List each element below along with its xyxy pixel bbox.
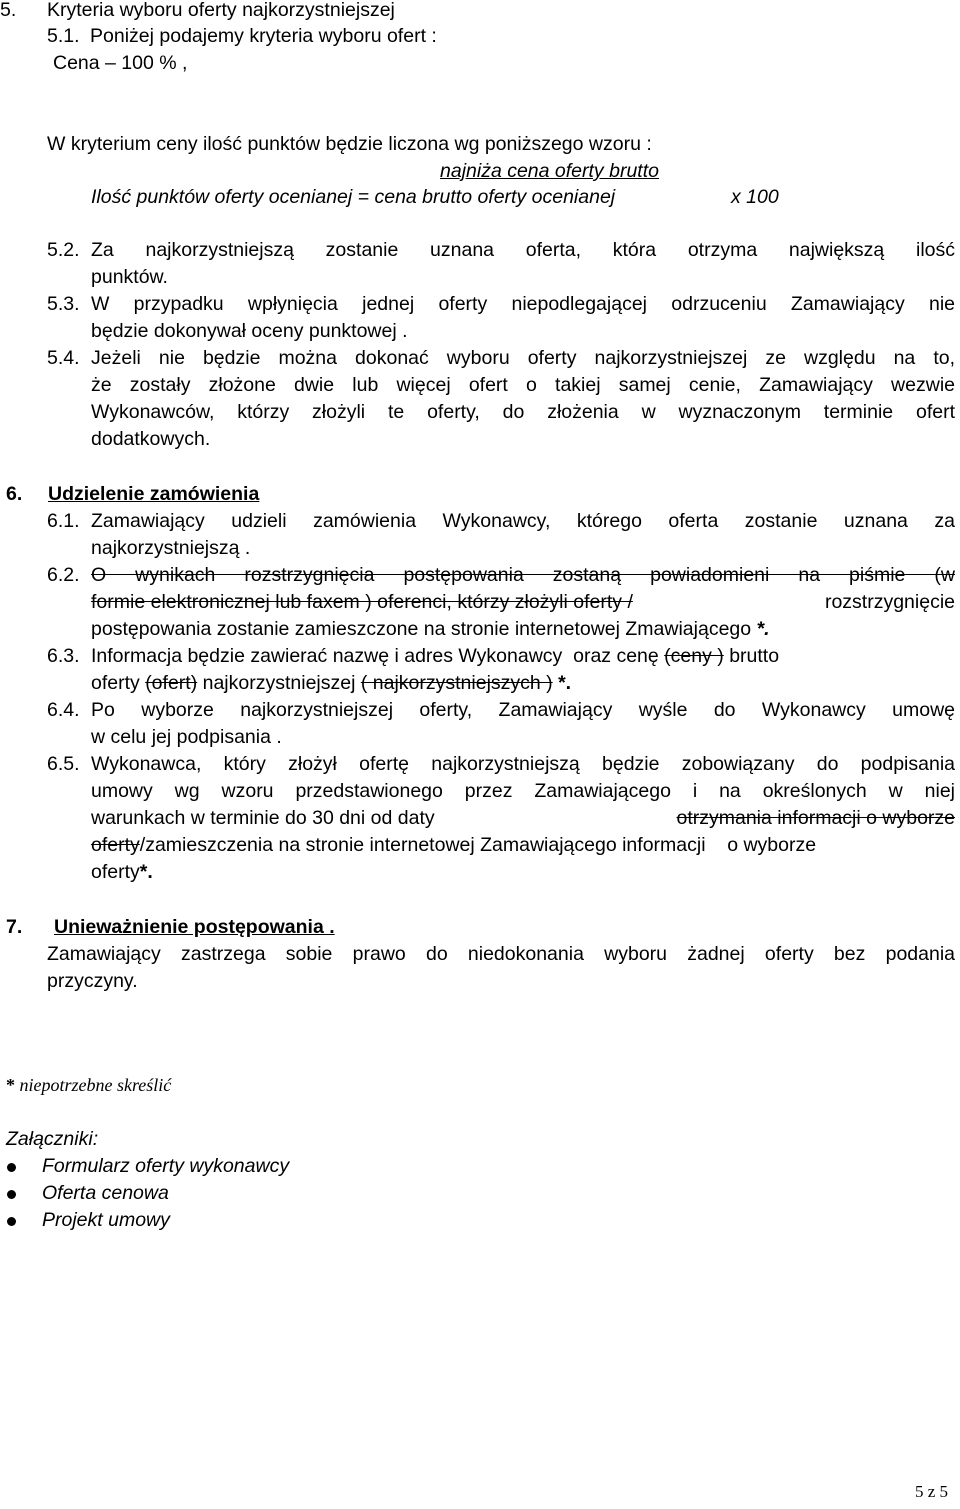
section-5-number: 5. xyxy=(0,0,17,21)
point-6-5-number: 6.5. xyxy=(47,753,80,775)
point-6-5-line: umowy wg wzoru przedstawionego przez Zamawiającego i na określonych w niej xyxy=(91,780,955,802)
point-6-3-text: najkorzystniejszej xyxy=(197,672,361,694)
point-5-4-line: że zostały złożone dwie lub więcej ofert o takiej samej cenie, Zamawiający wezwie xyxy=(91,374,955,396)
point-6-4-line: Po wyborze najkorzystniejszej oferty, Zamawiający wyśle do Wykonawcy umowę xyxy=(91,699,955,721)
section-7-text: przyczyny. xyxy=(47,970,138,992)
attachment-item: Projekt umowy xyxy=(42,1209,170,1231)
point-6-1-number: 6.1. xyxy=(47,510,80,532)
formula-lhs: Ilość punktów oferty ocenianej = xyxy=(91,186,375,208)
section-7-text: Zamawiający zastrzega sobie prawo do niedokonania wyboru żadnej oferty bez podania xyxy=(47,943,955,965)
point-6-2-struck-text: O wynikach rozstrzygnięcia postępowania zostaną powiadomieni na piśmie (w xyxy=(91,564,955,586)
point-6-1-line: Zamawiający udzieli zamówienia Wykonawcy, którego oferta zostanie uznana za xyxy=(91,510,955,532)
formula-denominator: cena brutto oferty ocenianej xyxy=(374,186,616,208)
price-criterion: Cena – 100 % , xyxy=(53,52,188,74)
point-6-3-line xyxy=(91,643,779,670)
footnote-star: * xyxy=(6,1075,15,1095)
point-6-5-line xyxy=(91,859,153,886)
point-6-2-line xyxy=(91,616,770,643)
point-6-3-text: Informacja będzie zawierać nazwę i adres Wykonawcy oraz cenę xyxy=(91,645,665,667)
point-6-5-line: Wykonawca, który złożył ofertę najkorzystniejszą będzie zobowiązany do podpisania xyxy=(91,753,955,775)
point-5-4-number: 5.4. xyxy=(47,347,80,369)
footnote-marker: *. xyxy=(756,618,770,640)
section-6-number: 6. xyxy=(6,483,23,505)
point-6-3-struck-text: (ceny ) xyxy=(664,645,724,667)
point-6-5-text: /zamieszczenia na stronie internetowej Zamawiającego informacji o wyborze xyxy=(139,834,817,856)
point-5-4-line: dodatkowych. xyxy=(91,428,211,450)
footnote-marker: *. xyxy=(552,672,572,694)
point-6-3-line xyxy=(91,670,571,697)
attachment-item: Formularz oferty wykonawcy xyxy=(42,1155,290,1177)
section-7-title: Unieważnienie postępowania . xyxy=(54,916,335,938)
point-5-2-line: Za najkorzystniejszą zostanie uznana oferta, która otrzyma największą ilość xyxy=(91,239,955,261)
point-6-5-struck-text: oferty xyxy=(91,834,140,856)
point-6-3-text: brutto xyxy=(723,645,780,667)
point-6-2-line xyxy=(91,589,955,616)
bullet-icon xyxy=(7,1190,16,1199)
bullet-icon xyxy=(7,1163,16,1172)
section-6-title: Udzielenie zamówienia xyxy=(48,483,260,505)
point-6-4-number: 6.4. xyxy=(47,699,80,721)
point-5-3-number: 5.3. xyxy=(47,293,80,315)
point-5-1-number: 5.1. xyxy=(47,25,80,47)
point-6-3-number: 6.3. xyxy=(47,645,80,667)
point-6-1-line: najkorzystniejszą . xyxy=(91,537,251,559)
attachments-heading: Załączniki: xyxy=(6,1128,99,1150)
point-6-5-line xyxy=(91,832,955,859)
attachment-item: Oferta cenowa xyxy=(42,1182,169,1204)
footnote-text: niepotrzebne skreślić xyxy=(15,1075,172,1095)
point-6-3-struck-text: ( najkorzystniejszych ) xyxy=(360,672,553,694)
page-number: 5 z 5 xyxy=(915,1482,949,1501)
footnote-marker: *. xyxy=(139,861,153,883)
point-5-3-line: W przypadku wpłynięcia jednej oferty niepodlegającej odrzuceniu Zamawiający nie xyxy=(91,293,955,315)
point-6-2-struck-text: formie elektronicznej lub faxem ) oferenci, którzy złożyli oferty / xyxy=(91,591,633,613)
point-6-3-struck-text: (ofert) xyxy=(145,672,198,694)
formula-numerator: najniża cena oferty brutto xyxy=(440,160,659,182)
point-6-5-line xyxy=(91,805,955,832)
point-5-2-number: 5.2. xyxy=(47,239,80,261)
section-5-title: Kryteria wyboru oferty najkorzystniejszej xyxy=(47,0,395,21)
bullet-icon xyxy=(7,1217,16,1226)
footnote xyxy=(6,1072,171,1099)
point-5-3-line: będzie dokonywał oceny punktowej . xyxy=(91,320,408,342)
section-7-number: 7. xyxy=(6,916,23,938)
point-6-2-text: postępowania zostanie zamieszczone na stronie internetowej Zmawiającego xyxy=(91,618,757,640)
point-5-2-line: punktów. xyxy=(91,266,168,288)
point-6-4-line: w celu jej podpisania . xyxy=(91,726,282,748)
point-6-2-number: 6.2. xyxy=(47,564,80,586)
point-5-4-line: Jeżeli nie będzie można dokonać wyboru oferty najkorzystniejszej ze względu na to, xyxy=(91,347,955,369)
formula-left-side xyxy=(91,184,615,211)
formula-multiplier: x 100 xyxy=(731,186,779,208)
point-5-4-line: Wykonawców, którzy złożyli te oferty, do złożenia w wyznaczonym terminie ofert xyxy=(91,401,955,423)
point-6-3-text: oferty xyxy=(91,672,146,694)
point-6-5-text: warunkach w terminie do 30 dni od daty xyxy=(91,807,441,829)
point-6-2-text: rozstrzygnięcie xyxy=(819,591,955,613)
point-5-1-text: Poniżej podajemy kryteria wyboru ofert : xyxy=(90,25,437,47)
point-6-5-struck-text: otrzymania informacji o wyborze xyxy=(676,807,955,829)
price-criterion-description: W kryterium ceny ilość punktów będzie liczona wg poniższego wzoru : xyxy=(47,133,652,155)
point-6-5-text: oferty xyxy=(91,861,140,883)
